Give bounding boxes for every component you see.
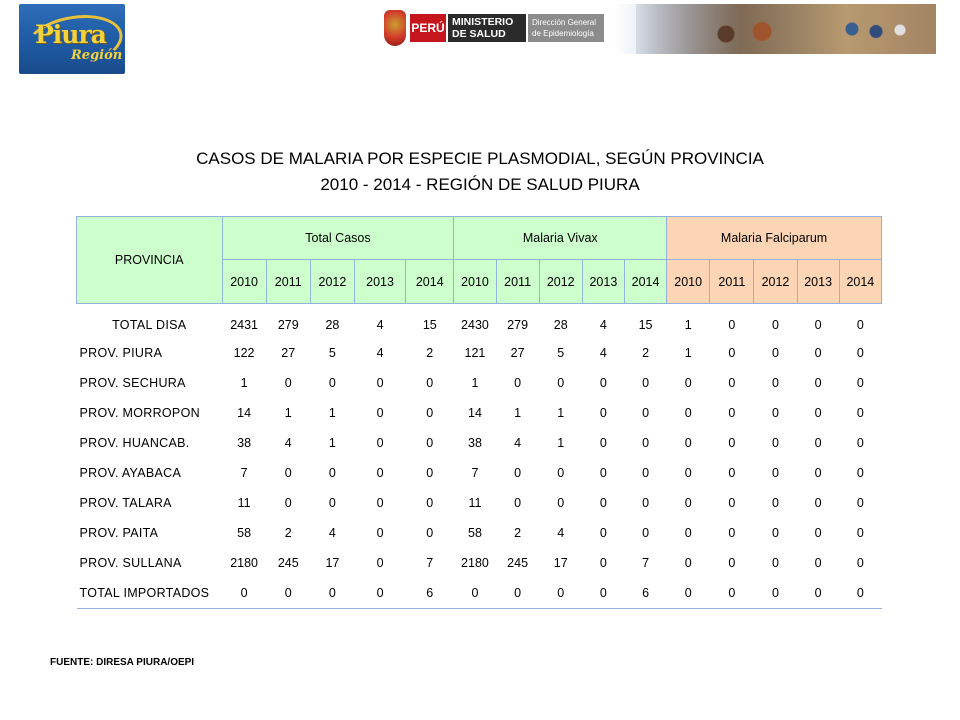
value-cell: 2430	[461, 318, 489, 332]
value-cell: 0	[856, 406, 864, 420]
value-cell: 0	[328, 466, 336, 480]
value-cell: 0	[814, 406, 822, 420]
table-row	[77, 518, 882, 548]
ministerio-line1: MINISTERIO	[452, 16, 514, 28]
title-line2: 2010 - 2014 - REGIÓN DE SALUD PIURA	[320, 175, 640, 194]
value-cell: 7	[642, 556, 650, 570]
value-cell: 0	[582, 578, 624, 609]
value-cell: 17	[325, 556, 340, 570]
peru-label: PERÚ	[410, 14, 446, 42]
value-cell: 1	[471, 376, 479, 390]
value-cell: 11	[468, 496, 482, 510]
region-wordmark: Región	[71, 48, 123, 63]
value-cell: 0	[684, 496, 692, 510]
value-cell: 0	[376, 376, 384, 390]
value-cell: 0	[728, 496, 736, 510]
value-cell: 0	[728, 406, 736, 420]
page-title	[0, 146, 960, 198]
value-cell: 0	[284, 496, 292, 510]
value-cell: 0	[454, 578, 496, 609]
value-cell: 0	[772, 556, 779, 570]
value-cell: 0	[684, 526, 692, 540]
table-row	[77, 368, 882, 398]
value-cell: 7	[426, 556, 434, 570]
table-row	[77, 338, 882, 368]
value-cell: 0	[772, 496, 779, 510]
table-row	[77, 548, 882, 578]
value-cell: 0	[376, 526, 384, 540]
value-cell: 0	[284, 376, 292, 390]
source-note: FUENTE: DIRESA PIURA/OEPI	[50, 657, 195, 668]
value-cell: 0	[376, 496, 384, 510]
value-cell: 6	[406, 578, 454, 609]
value-cell: 0	[684, 406, 692, 420]
value-cell: 2	[642, 346, 650, 360]
value-cell: 0	[599, 466, 607, 480]
value-cell: 0	[514, 496, 522, 510]
value-cell: 0	[557, 466, 565, 480]
table-row	[77, 458, 882, 488]
value-cell: 0	[728, 436, 736, 450]
province-name-cell: PROV. SECHURA	[79, 376, 186, 390]
value-cell: 0	[376, 556, 384, 570]
value-cell: 0	[667, 578, 710, 609]
value-cell: 0	[856, 496, 864, 510]
value-cell: 122	[233, 346, 255, 360]
value-cell: 0	[514, 466, 522, 480]
value-cell: 0	[814, 526, 822, 540]
ministerio-salud-banner	[380, 4, 936, 54]
group-header-total: Total Casos	[222, 217, 454, 260]
value-cell: 0	[599, 496, 607, 510]
value-cell: 0	[642, 496, 650, 510]
value-cell: 1	[514, 406, 522, 420]
value-cell: 0	[856, 376, 864, 390]
value-cell: 0	[728, 466, 736, 480]
value-cell: 1	[684, 346, 692, 360]
value-cell: 14	[468, 406, 482, 420]
value-cell: 2	[284, 526, 292, 540]
value-cell: 0	[856, 556, 864, 570]
value-cell: 0	[539, 578, 582, 609]
value-cell: 0	[599, 406, 607, 420]
value-cell: 1	[328, 406, 336, 420]
year-header-vivax-2014: 2014	[624, 260, 666, 304]
peru-shield-icon	[384, 10, 406, 46]
dge-line2: de Epidemiología	[532, 29, 594, 38]
value-cell: 0	[376, 466, 384, 480]
value-cell: 4	[599, 346, 607, 360]
value-cell: 0	[426, 496, 434, 510]
value-cell: 6	[624, 578, 666, 609]
value-cell: 0	[642, 376, 650, 390]
year-header-total-2013: 2013	[354, 260, 405, 304]
value-cell: 4	[514, 436, 522, 450]
province-header: PROVINCIA	[77, 217, 223, 304]
value-cell: 0	[728, 376, 736, 390]
value-cell: 0	[599, 436, 607, 450]
value-cell: 0	[728, 346, 736, 360]
value-cell: 0	[684, 466, 692, 480]
province-name-cell: PROV. TALARA	[79, 496, 172, 510]
value-cell: 15	[638, 318, 653, 332]
value-cell: 28	[553, 318, 568, 332]
value-cell: 2431	[230, 318, 258, 332]
ministerio-line2: DE SALUD	[452, 28, 506, 40]
value-cell: 0	[599, 556, 607, 570]
year-header-vivax-2011: 2011	[496, 260, 539, 304]
value-cell: 245	[507, 556, 529, 570]
table-body	[77, 304, 882, 609]
value-cell: 0	[772, 406, 779, 420]
value-cell: 38	[237, 436, 252, 450]
value-cell: 2180	[461, 556, 489, 570]
value-cell: 0	[266, 578, 310, 609]
value-cell: 0	[496, 578, 539, 609]
table-row	[77, 398, 882, 428]
value-cell: 0	[772, 376, 779, 390]
value-cell: 0	[814, 318, 822, 332]
value-cell: 38	[468, 436, 482, 450]
value-cell: 0	[814, 466, 822, 480]
value-cell: 0	[814, 436, 822, 450]
table-row	[77, 428, 882, 458]
value-cell: 15	[422, 318, 437, 332]
piura-wordmark: Piura	[35, 20, 106, 49]
value-cell: 0	[514, 376, 522, 390]
year-header-falciparum-2014: 2014	[839, 260, 881, 304]
value-cell: 0	[856, 466, 864, 480]
value-cell: 0	[426, 466, 434, 480]
value-cell: 0	[426, 526, 434, 540]
value-cell: 1	[557, 406, 565, 420]
table-row	[77, 488, 882, 518]
value-cell: 0	[642, 436, 650, 450]
value-cell: 0	[426, 436, 434, 450]
value-cell: 14	[237, 406, 252, 420]
value-cell: 0	[328, 376, 336, 390]
value-cell: 4	[328, 526, 336, 540]
value-cell: 0	[772, 346, 779, 360]
value-cell: 0	[710, 578, 754, 609]
value-cell: 0	[557, 376, 565, 390]
value-cell: 5	[557, 346, 565, 360]
value-cell: 0	[797, 578, 839, 609]
value-cell: 4	[557, 526, 565, 540]
year-header-falciparum-2010: 2010	[667, 260, 710, 304]
value-cell: 0	[599, 376, 607, 390]
table-row	[77, 304, 882, 339]
year-header-falciparum-2012: 2012	[754, 260, 797, 304]
province-name-cell: TOTAL DISA	[112, 318, 187, 332]
value-cell: 0	[772, 526, 779, 540]
province-name-cell: TOTAL IMPORTADOS	[77, 578, 223, 609]
value-cell: 0	[728, 318, 736, 332]
value-cell: 0	[728, 556, 736, 570]
value-cell: 1	[240, 376, 248, 390]
title-line1: CASOS DE MALARIA POR ESPECIE PLASMODIAL, SEGÚN PROVINCIA	[196, 149, 764, 168]
value-cell: 58	[237, 526, 252, 540]
value-cell: 245	[277, 556, 299, 570]
province-name-cell: PROV. SULLANA	[79, 556, 182, 570]
value-cell: 0	[856, 346, 864, 360]
value-cell: 0	[684, 436, 692, 450]
value-cell: 0	[557, 496, 565, 510]
value-cell: 0	[376, 436, 384, 450]
value-cell: 0	[772, 436, 779, 450]
value-cell: 0	[684, 376, 692, 390]
year-header-falciparum-2011: 2011	[710, 260, 754, 304]
value-cell: 5	[328, 346, 336, 360]
value-cell: 4	[376, 346, 384, 360]
value-cell: 1	[557, 436, 565, 450]
value-cell: 2	[426, 346, 434, 360]
value-cell: 4	[376, 318, 384, 332]
value-cell: 0	[814, 376, 822, 390]
value-cell: 4	[284, 436, 292, 450]
value-cell: 279	[507, 318, 529, 332]
year-header-vivax-2012: 2012	[539, 260, 582, 304]
value-cell: 0	[642, 406, 650, 420]
piura-region-logo	[19, 4, 125, 74]
value-cell: 58	[468, 526, 482, 540]
year-header-falciparum-2013: 2013	[797, 260, 839, 304]
province-name-cell: PROV. AYABACA	[79, 466, 182, 480]
value-cell: 27	[510, 346, 525, 360]
value-cell: 17	[553, 556, 568, 570]
value-cell: 0	[772, 318, 779, 332]
province-name-cell: PROV. MORROPON	[79, 406, 200, 420]
value-cell: 1	[328, 436, 336, 450]
value-cell: 0	[642, 526, 650, 540]
value-cell: 0	[754, 578, 797, 609]
value-cell: 7	[471, 466, 479, 480]
value-cell: 2180	[230, 556, 258, 570]
value-cell: 0	[426, 376, 434, 390]
value-cell: 0	[856, 436, 864, 450]
malaria-cases-table	[76, 216, 882, 609]
ministerio-label	[448, 14, 526, 42]
year-header-vivax-2010: 2010	[454, 260, 496, 304]
group-header-vivax: Malaria Vivax	[454, 217, 667, 260]
province-name-cell: PROV. PAITA	[79, 526, 159, 540]
value-cell: 0	[426, 406, 434, 420]
value-cell: 0	[376, 406, 384, 420]
value-cell: 7	[240, 466, 248, 480]
value-cell: 279	[277, 318, 299, 332]
value-cell: 4	[599, 318, 607, 332]
year-header-total-2011: 2011	[266, 260, 310, 304]
table-row	[77, 578, 882, 609]
value-cell: 0	[814, 496, 822, 510]
province-name-cell: PROV. HUANCAB.	[79, 436, 190, 450]
year-header-vivax-2013: 2013	[582, 260, 624, 304]
year-header-total-2012: 2012	[310, 260, 354, 304]
value-cell: 0	[222, 578, 266, 609]
year-header-total-2014: 2014	[406, 260, 454, 304]
value-cell: 0	[839, 578, 881, 609]
value-cell: 0	[728, 526, 736, 540]
value-cell: 0	[328, 496, 336, 510]
value-cell: 0	[284, 466, 292, 480]
value-cell: 11	[237, 496, 251, 510]
banner-photo	[636, 4, 936, 54]
value-cell: 0	[642, 466, 650, 480]
value-cell: 0	[354, 578, 405, 609]
value-cell: 28	[325, 318, 340, 332]
dge-line1: Dirección General	[532, 18, 597, 27]
value-cell: 0	[772, 466, 779, 480]
value-cell: 0	[310, 578, 354, 609]
value-cell: 0	[814, 556, 822, 570]
year-header-total-2010: 2010	[222, 260, 266, 304]
value-cell: 27	[281, 346, 296, 360]
value-cell: 1	[284, 406, 292, 420]
value-cell: 0	[814, 346, 822, 360]
province-name-cell: PROV. PIURA	[79, 346, 163, 360]
value-cell: 2	[514, 526, 522, 540]
group-header-falciparum: Malaria Falciparum	[667, 217, 882, 260]
value-cell: 0	[684, 556, 692, 570]
value-cell: 121	[464, 346, 486, 360]
dge-label	[528, 14, 604, 42]
value-cell: 1	[684, 318, 692, 332]
value-cell: 0	[856, 318, 864, 332]
value-cell: 0	[599, 526, 607, 540]
value-cell: 0	[856, 526, 864, 540]
